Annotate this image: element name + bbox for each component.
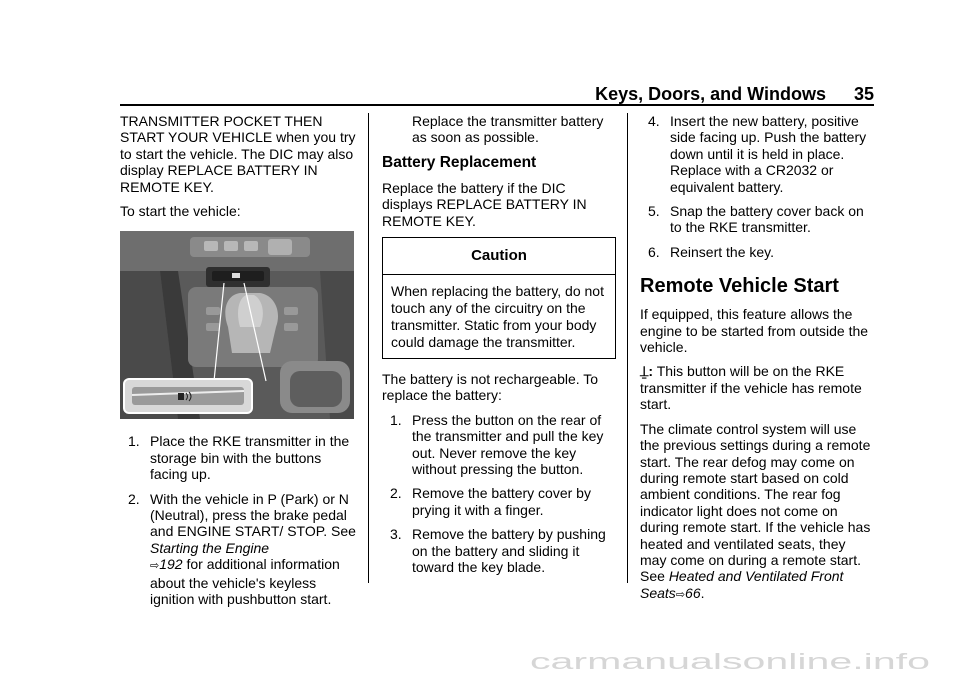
caution-box [382,237,616,359]
column-2 [382,113,616,584]
intro-paragraph: TRANSMITTER POCKET THEN START YOUR VEHICLE when you try to start the vehicle. The DIC may also display REPLACE BATTERY IN REMOTE KEY. [120,113,356,195]
step-text: Remove the battery cover by prying it with a finger. [412,485,591,518]
step-text: for additional information about the vehicle's keyless ignition with pushbutton start. [150,556,340,608]
step-text: Snap the battery cover back on to the RKE transmitter. [670,203,864,236]
step-text: Press the button on the rear of the transmitter and pull the key out. Never remove the key without pressing the button. [412,411,604,478]
rke-colon: : [648,363,654,380]
rvs-intro: If equipped, this feature allows the engine to be started from outside the vehicle. [640,306,869,356]
rke-text: This button will be on the RKE transmitter if the vehicle has remote start. [640,363,862,413]
caution-body: When replacing the battery, do not touch any of the circuitry on the transmitter. Static from your body could damage the transmitter. [391,283,604,351]
watermark-text: carmanualsonline.info [530,650,930,674]
xref-link-starting-engine[interactable]: Starting the Engine [150,539,270,556]
section-title: Keys, Doors, and Windows [595,84,826,104]
column-3 [640,113,874,611]
watermark-svg [520,650,940,674]
caution-title: Caution [383,238,615,275]
step-text: Place the RKE transmitter in the storage bin with the buttons facing up. [150,433,350,483]
xref-page[interactable]: 192 [159,556,183,573]
step-text: Remove the battery by pushing on the battery and sliding it toward the key blade. [412,526,606,576]
climate-paragraph [640,421,874,603]
climate-end: . [700,584,705,601]
storage-bin-illustration [120,231,354,419]
remote-vehicle-start-heading: Remote Vehicle Start [640,275,839,298]
console-figure-svg [120,231,354,419]
step-text: Reinsert the key. [670,243,775,260]
header-rule [120,104,874,106]
list-item [120,433,356,482]
column-divider [627,113,628,583]
battery-replacement-heading: Battery Replacement [382,153,537,171]
xref-page[interactable]: 66 [685,584,701,601]
xref-arrow-icon: ⇨ [675,588,686,601]
list-item [640,203,874,236]
remote-start-icon: ⍊ [640,363,649,380]
not-rechargeable-text: The battery is not rechargeable. To replace the battery: [382,371,599,404]
step-number: 3. [390,526,402,543]
step-number: 2. [128,490,140,507]
column-divider [368,113,369,583]
step-number: 1. [128,433,140,450]
list-item [640,244,874,260]
step-text: With the vehicle in P (Park) or N (Neutral), press the brake pedal and ENGINE START/ STOP. See [150,490,356,540]
list-item [640,113,874,195]
page-number: 35 [853,84,874,104]
list-item [382,485,616,518]
continued-step-text: Replace the transmitter battery as soon as possible. [412,113,604,146]
rke-button-paragraph [640,363,874,412]
to-start-text: To start the vehicle: [120,203,241,220]
step-number: 2. [390,485,402,502]
climate-text: The climate control system will use the previous settings during a remote start. The rear defog may come on during remote start based on cold ambient conditions. The rear fog indicator light does not come on during remote start. If the vehicle has heated and ventilated seats, they may come on during a remote start. See [640,420,871,585]
step-number: 5. [648,203,660,220]
list-item [382,526,616,575]
step-text: Insert the new battery, positive side facing up. Push the battery down until it is held in place. Replace with a CR2032 or equivalent battery. [670,113,867,195]
column-1 [120,113,356,616]
battery-intro: Replace the battery if the DIC displays REPLACE BATTERY IN REMOTE KEY. [382,179,587,229]
watermark [520,650,940,674]
list-item [120,491,356,608]
running-head [380,83,874,105]
step-number: 1. [390,411,402,428]
step-number: 4. [648,113,660,129]
xref-arrow-icon: ⇨ [150,560,160,573]
xref-link-heated-seats[interactable]: Heated and Ventilated Front Seats [640,568,844,601]
list-item [382,412,616,478]
step-number: 6. [648,243,660,260]
